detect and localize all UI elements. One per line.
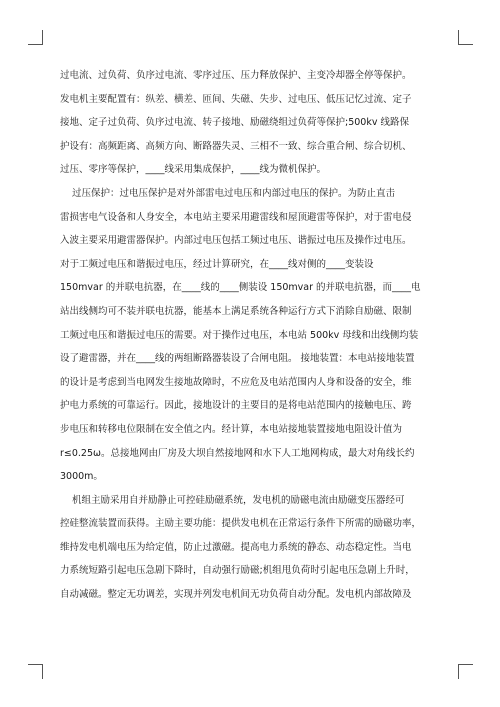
- text-line: r≤0.25ω。总接地网由厂房及大坝自然接地网和水下人工地网构成，最大对角线长约: [60, 447, 415, 459]
- text-line: 力系统短路引起电压急剧下降时，自动强行励磁;机组甩负荷时引起电压急剧上升时，: [60, 565, 415, 577]
- text-line: 自动减磁。整定无功调差，实现并列发电机间无功负荷自动分配。发电机内部故障及: [60, 589, 412, 601]
- text-line: 工频过电压和谐振过电压的需要。对于操作过电压，本电站 500kv 母线和出线侧均装: [60, 329, 419, 341]
- text-line: 对于工频过电压和谐振过电压，经过计算研究，在____线对侧的____变装设: [60, 258, 374, 270]
- text-line: 的设计是考虑到当电网发生接地故障时，不应危及电站范围内人身和设备的安全，维: [60, 376, 412, 388]
- text-line: 步电压和转移电位限制在安全值之内。经计算，本电站接地装置接地电阻设计值为: [60, 423, 403, 435]
- text-line: 发电机主要配置有：纵差、横差、匝间、失磁、失步、过电压、低压记忆过流、定子: [60, 93, 412, 105]
- text-line: 3000m。: [60, 471, 103, 483]
- text-line: 接地、定子过负荷、负序过电流、转子接地、励磁绕组过负荷等保护;500kv 线路保: [60, 117, 409, 129]
- document-body: [60, 64, 442, 607]
- crop-mark-top-left: [28, 30, 43, 45]
- crop-mark-bottom-left: [28, 664, 43, 679]
- crop-mark-top-right: [458, 30, 473, 45]
- text-line: 控硅整流装置而获得。主励主要功能：提供发电机在正常运行条件下所需的励磁功率，: [60, 518, 422, 530]
- crop-mark-bottom-right: [458, 664, 473, 679]
- text-line: 设了避雷器，并在____线的两组断路器装设了合闸电阻。 接地装置：本电站接地装置: [60, 353, 415, 365]
- text-line: 维持发电机端电压为给定值，防止过激磁。提高电力系统的静态、动态稳定性。当电: [60, 541, 412, 553]
- text-line: 护设有：高频距离、高频方向、断路器失灵、三相不一致、综合重合闸、综合切机、: [60, 140, 412, 152]
- text-line: 站出线侧均可不装并联电抗器，能基本上满足系统各种运行方式下消除自励磁、限制: [60, 305, 412, 317]
- text-line: 150mvar 的并联电抗器，在____线的____侧装设 150mvar 的并联电抗器，而____电: [60, 282, 421, 294]
- text-line: 过压保护：过电压保护是对外部雷电过电压和内部过电压的保护。为防止直击: [72, 187, 396, 199]
- text-line: 过压、零序等保护，____线采用集成保护，____线为微机保护。: [60, 164, 327, 176]
- text-line: 入波主要采用避雷器保护。内部过电压包括工频过电压、谐振过电压及操作过电压。: [60, 235, 412, 247]
- text-line: 雷损害电气设备和人身安全，本电站主要采用避雷线和屋顶避雷等保护，对于雷电侵: [60, 211, 412, 223]
- text-line: 机组主励采用自并励静止可控硅励磁系统，发电机的励磁电流由励磁变压器经可: [72, 494, 405, 506]
- text-line: 过电流、过负荷、负序过电流、零序过压、压力释放保护、主变冷却器全停等保护。: [60, 70, 412, 81]
- text-line: 护电力系统的可靠运行。因此，接地设计的主要目的是将电站范围内的接触电压、跨: [60, 400, 412, 412]
